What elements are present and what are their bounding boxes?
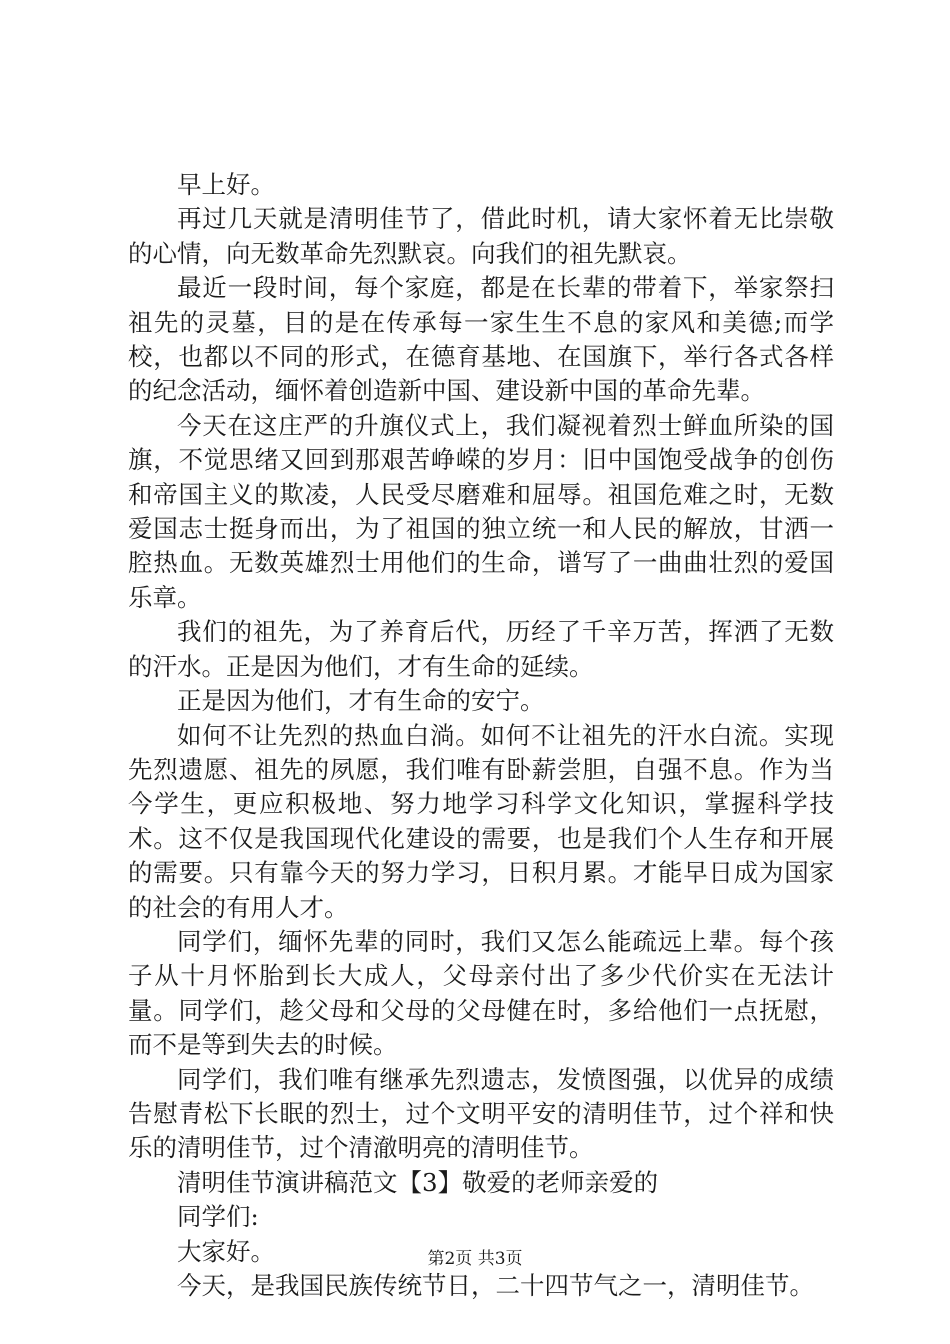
paragraph-11: 同学们: — [177, 1202, 259, 1232]
paragraph-9: 同学们，我们唯有继承先烈遗志，发愤图强，以优异的成绩告慰青松下长眠的烈士，过个文明平安的清明佳节，过个祥和快乐的清明佳节，过个清澈明亮的清明佳节。 — [128, 1064, 834, 1163]
paragraph-13: 今天，是我国民族传统节日，二十四节气之一，清明佳节。 — [177, 1271, 814, 1300]
paragraph-7: 如何不让先烈的热血白淌。如何不让祖先的汗水白流。实现先烈遗愿、祖先的夙愿，我们唯有卧薪尝胆，自强不息。作为当今学生，更应积极地、努力地学习科学文化知识，掌握科学技术。这不仅是我国现代化建设的需要，也是我们个人生存和开展的需要。只有靠今天的努力学习，日积月累。才能早日成为国家的社会的有用人才。 — [128, 720, 834, 922]
paragraph-10: 清明佳节演讲稿范文【3】敬爱的老师亲爱的 — [177, 1167, 659, 1197]
paragraph-1: 早上好。 — [177, 170, 275, 199]
paragraph-6: 正是因为他们，才有生命的安宁。 — [177, 686, 545, 716]
paragraph-4: 今天在这庄严的升旗仪式上，我们凝视着烈士鲜血所染的国旗，不觉思绪又回到那艰苦峥嵘的岁月：旧中国饱受战争的创伤和帝国主义的欺凌，人民受尽磨难和屈辱。祖国危难之时，无数爱国志士挺身而出，为了祖国的独立统一和人民的解放，甘洒一腔热血。无数英雄烈士用他们的生命，谱写了一曲曲壮烈的爱国乐章。 — [128, 410, 834, 612]
paragraph-5: 我们的祖先，为了养育后代，历经了千辛万苦，挥洒了无数的汗水。正是因为他们，才有生命的延续。 — [128, 617, 834, 681]
paragraph-3: 最近一段时间，每个家庭，都是在长辈的带着下，举家祭扫祖先的灵墓，目的是在传承每一家生生不息的家风和美德;而学校，也都以不同的形式，在德育基地、在国旗下，举行各式各样的纪念活动，缅怀着创造新中国、建设新中国的革命先辈。 — [128, 273, 834, 406]
paragraph-12: 大家好。 — [177, 1236, 275, 1266]
paragraph-8: 同学们，缅怀先辈的同时，我们又怎么能疏远上辈。每个孩子从十月怀胎到长大成人，父母亲付出了多少代价实在无法计量。同学们，趁父母和父母的父母健在时，多给他们一点抚慰，而不是等到失去的时候。 — [128, 926, 834, 1060]
document-body — [128, 168, 834, 1303]
paragraph-2: 再过几天就是清明佳节了，借此时机，请大家怀着无比崇敬的心情，向无数革命先烈默哀。向我们的祖先默哀。 — [128, 204, 834, 268]
page-number-footer: 第2页 共3页 — [427, 1249, 523, 1269]
